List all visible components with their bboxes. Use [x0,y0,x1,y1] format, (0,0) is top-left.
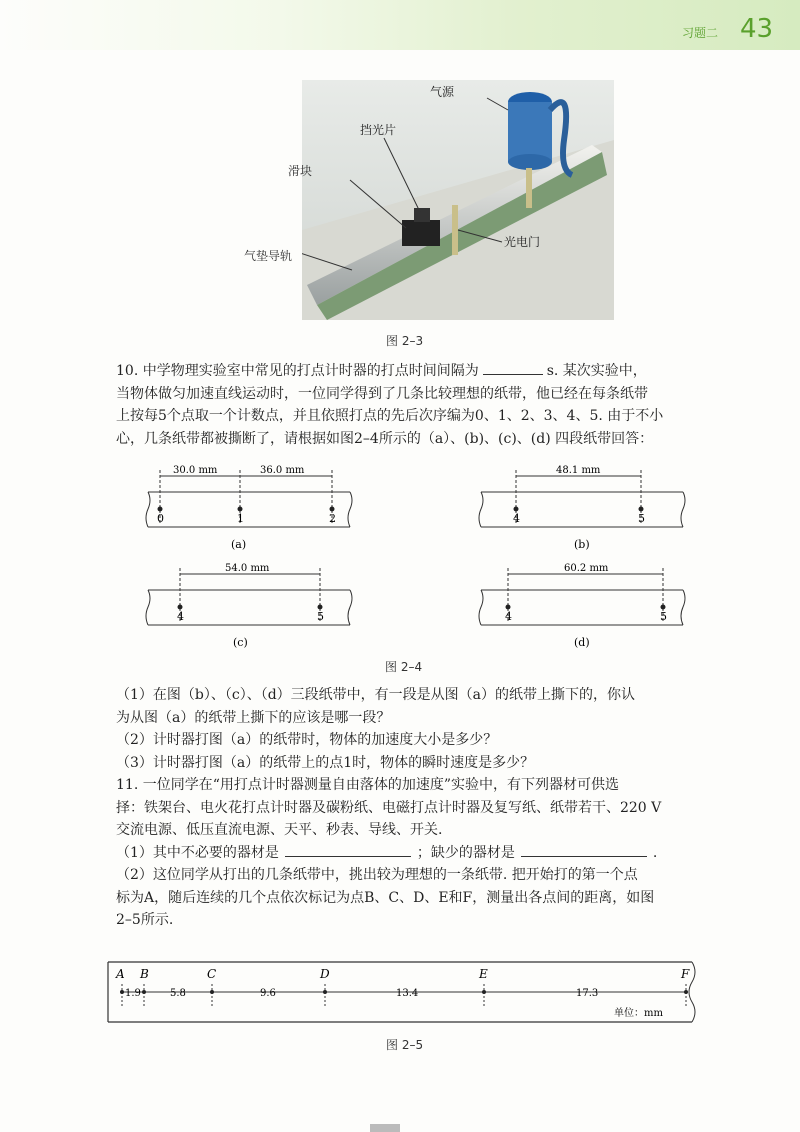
tape-a [145,462,355,552]
tape-figure-2-5 [104,958,704,1028]
shading-plate [414,208,430,222]
distance-de: 13.4 [396,988,419,999]
label-slider-outside: 滑块 [288,164,313,178]
header-section-title: 习题二 [682,26,719,40]
q11-sub-2-line-3: 2–5所示. [116,912,174,928]
label-air-source: 气源 [430,85,455,99]
tape-c-label: (c) [233,636,248,649]
figure-2-4-caption: 图 2–4 [385,660,423,674]
q11-line-1: 11. 一位同学在“用打点计时器测量自由落体的加速度”实验中，有下列器材可供选 [116,777,620,793]
tape-d-point-4: 4 [505,610,512,623]
air-source-pump [508,92,572,175]
answer-blank-missing [521,842,647,857]
tape-d-label: (d) [574,636,590,649]
slider-block [402,220,440,246]
tape-b-point-4: 4 [513,512,520,525]
point-d-label: D [320,967,330,981]
question-10 [116,360,694,450]
point-b-label: B [140,967,149,981]
tape-a-dot-0 [158,507,163,512]
point-f-dot [684,990,688,994]
q11-sub-1: （1）其中不必要的器材是 ；缺少的器材是 . [116,842,694,865]
answer-blank-interval [483,360,543,375]
question-11 [116,774,694,932]
q10-sub-1a: （1）在图（b）、（c）、（d）三段纸带中，有一段是从图（a）的纸带上撕下的，你认 [116,687,636,703]
tape-c-point-4: 4 [177,610,184,623]
tape-a-dim-1: 36.0 mm [260,465,305,476]
tape-a-point-0: 0 [157,512,164,525]
tape-b-dot-5 [639,507,644,512]
q11-line-2: 择：铁架台、电火花打点计时器及碳粉纸、电磁打点计时器及复写纸、纸带若干、220 V [116,799,662,816]
distance-cd: 9.6 [260,988,276,999]
point-b-dot [142,990,146,994]
tape-c-point-5: 5 [317,610,324,623]
distance-bc: 5.8 [170,988,186,999]
distance-ab: 1.9 [125,988,141,999]
tape-a-point-2: 2 [329,512,336,525]
tape-c-dim-0: 54.0 mm [225,563,270,574]
tape-b-dot-4 [514,507,519,512]
point-c-dot [210,990,214,994]
q11-sub-2-line-1: （2）这位同学从打出的几条纸带中，挑出较为理想的一条纸带. 把开始打的第一个点 [116,867,638,883]
tape-a-dot-2 [330,507,335,512]
point-a-label: A [116,967,125,981]
tape-a-point-1: 1 [237,512,244,525]
point-a-dot [120,990,124,994]
tape-d [478,560,688,650]
footer-mark [370,1124,400,1132]
figure-2-5-caption: 图 2–5 [386,1038,424,1052]
label-air-track-outside: 气垫导轨 [244,249,293,263]
point-d-dot [323,990,327,994]
q10-line-4: 心，几条纸带都被撕断了，请根据如图2–4所示的（a）、(b)、(c)、(d) 四段纸带回答： [116,430,654,447]
point-c-label: C [207,967,217,981]
tape-b [478,462,688,552]
point-e-dot [482,990,486,994]
photogate-left [452,205,458,255]
air-track-photo [302,80,614,320]
tape-c-dot-5 [318,605,323,610]
point-e-label: E [479,967,488,981]
tape-b-dim-0: 48.1 mm [556,465,601,476]
label-shading-plate: 挡光片 [360,123,397,137]
distance-ef: 17.3 [576,988,599,999]
tape-a-dot-1 [238,507,243,512]
page-number: 43 [740,14,774,44]
tape-c [145,560,355,650]
unit-label: 单位：mm [614,1008,663,1019]
tape-d-dot-5 [661,605,666,610]
header-bar [0,0,800,50]
tape-a-label: (a) [231,538,247,551]
tape-c-dot-4 [178,605,183,610]
figure-2-3-caption: 图 2–3 [386,334,424,348]
tape-a-dim-0: 30.0 mm [173,465,218,476]
q10-line-1: 10. 中学物理实验室中常见的打点计时器的打点时间间隔为 s. 某次实验中， [116,360,694,383]
tape-b-point-5: 5 [638,512,645,525]
tape-d-dim-0: 60.2 mm [564,563,609,574]
q10-subquestions [116,684,694,774]
q10-sub-3: （3）计时器打图（a）的纸带上的点1时，物体的瞬时速度是多少？ [116,754,535,771]
answer-blank-unnecessary [285,842,411,857]
tape-d-point-5: 5 [660,610,667,623]
photogate-right [526,168,532,208]
point-f-label: F [681,967,690,981]
tape-d-dot-4 [506,605,511,610]
q10-sub-2: （2）计时器打图（a）的纸带时，物体的加速度大小是多少？ [116,732,498,748]
q11-sub-2-line-2: 标为A，随后连续的几个点依次标记为点B、C、D、E和F，测量出各点间的距离，如图 [116,889,655,906]
tape-b-label: (b) [574,538,590,551]
q10-sub-1b: 为从图（a）的纸带上撕下的应该是哪一段？ [116,709,391,726]
q11-line-3: 交流电源、低压直流电源、天平、秒表、导线、开关. [116,822,443,838]
q10-line-2: 当物体做匀加速直线运动时，一位同学得到了几条比较理想的纸带，他已经在每条纸带 [116,385,648,402]
label-photogate: 光电门 [504,235,541,249]
q10-line-3: 上按每5个点取一个计数点，并且依照打点的先后次序编为0、1、2、3、4、5. 由于不小 [116,408,664,424]
